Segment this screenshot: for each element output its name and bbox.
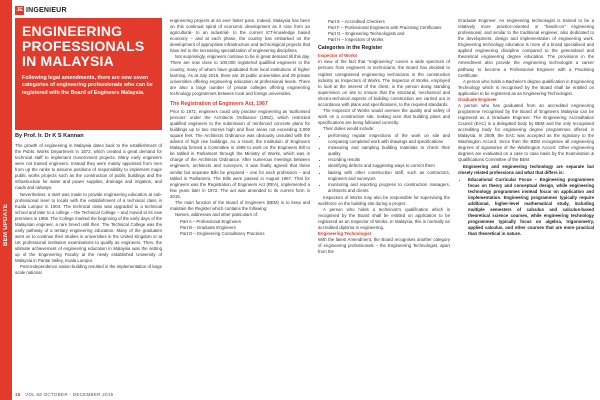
- page-number: 18: [15, 392, 21, 397]
- paragraph: Names, addresses and other particulars of:: [175, 211, 259, 217]
- paragraph: With the latest Amendment, the Board recognises another category of engineering professionals – the Engineering Technologist, apart from the: [318, 237, 450, 255]
- paragraph: The Inspector of Works would oversee the quality and safety of work on a construction site, making sure that building plans and specifications are being followed correctly.: [318, 107, 450, 125]
- list-item: Part E – Accredited Checkers: [328, 19, 385, 24]
- list-item: Part H – Inspectors of Works: [328, 37, 384, 43]
- column-2: [170, 18, 310, 238]
- issue-info: VOL 68 OCTOBER - DECEMBER 2016: [25, 392, 114, 397]
- article-title: ENGINEERING PROFESSIONALS IN MALAYSIA: [22, 23, 145, 69]
- subheading: Inspector of Works: [318, 53, 358, 59]
- column-4: [458, 18, 594, 238]
- list-item: Part D – Engineering Consultancy Practices: [180, 231, 265, 237]
- subheading: Engineering Technologist: [318, 231, 372, 237]
- paragraph: Nevertheless, a start was made to provide engineering education at sub-professional level to locals with the establishment of a technical class in Kuala Lumpur in 1904. The technical class was upgraded to a technical school and later to a college – the Technical College – and moved to its new premises in 1955. The College marked the beginning of the early days of the Malaysian engineer, a rare breed until then. The Technical College was the early pathway of a tertiary engineering education. Many of the graduates went on to continue their studies in universities in the United Kingdom or at UK professional institution examinations to qualify as engineers. Then, the ultimate achievement of engineering education in Malaysia was the setting up of the Engineering Faculty at the newly established University of Malaysia in Pantai Valley, Kuala Lumpur.: [15, 191, 162, 264]
- paragraph: The main function of the Board of Engineers (BEM) is to keep and maintain the Register which contains the following:: [170, 199, 310, 211]
- paragraph: Post-independence nation-building resulted in the implementation of large scale national: [15, 264, 162, 276]
- list-item: • performing regular inspections of the work on site and comparing completed work with drawings and specifications: [328, 133, 450, 145]
- section-label: BEM UPDATE: [3, 203, 9, 247]
- paragraph: A person who holds a Bachelor's degree qualification in Engineering Technology which is recognised by the Board shall be entitled on application to be registered as an Engineering Technologist.: [458, 78, 594, 96]
- paragraph: Their duties would include:: [323, 126, 375, 132]
- subheading: Graduate Engineer: [458, 96, 497, 102]
- section-heading: Categories in the Register: [318, 45, 383, 52]
- paragraph: A person who has graduated from an accredited engineering programme recognised by the Board of Engineers Malaysia can be registered as a Graduate Engineer. The Engineering Accreditation Council (EAC) is a delegated body by BEM and the only recognised accrediting body for engineering degree programmes offered in Malaysia. In 2009, the EAC was accepted as the signatory to the Washington Accord. Since then the BEM recognises all engineering degrees of signatories of the Washington Accord. Other engineering degrees are evaluated on a case to case basis by the Examination & Qualifications Committee of the BEM.: [458, 102, 594, 163]
- title-box: [15, 18, 162, 130]
- paragraph: Inspectors of Works may also be responsible for supervising the workforce on the building site during a project.: [318, 194, 450, 206]
- magazine-header: [15, 4, 67, 16]
- article-lead: Following legal amendments, there are now seven categories of engineering professionals who can be registered with the Board of Engineers Malaysia.: [22, 75, 153, 96]
- list-item: • recording results: [328, 157, 450, 163]
- list-item: Part F – Professional Engineers with Practising Certificates: [328, 25, 442, 31]
- page-footer: [15, 392, 113, 397]
- list-item: • monitoring and reporting progress to construction managers, architects and clients: [328, 182, 450, 194]
- column-1: [15, 143, 162, 276]
- paragraph: Graduate Engineer. An engineering technologist is trained to be a relatively more practice-oriented or "hands-on" engineering professional, and similar to the traditional engineer, also dedicated to the development, design and implementation of engineering work. Engineering technology education is more of a broad specialised and applied engineering discipline compared to the generalised and theoretical engineering degree education. The provisions in the Amendment also provide the engineering technologist a career pathway to become a Professional Engineer with a Practising Certificate.: [458, 18, 594, 78]
- paragraph: Engineering and engineering technology are separate but closely related professions and what that differs is:: [458, 163, 594, 175]
- paragraph: The growth of engineering in Malaysia dates back to the establishment of the Public Works Department in 1872, which created a great demand for technical staff to implement Government projects. Many early engineers were not trained engineers. Instead they were mainly appointed from men from up the ranks to assume positions of responsibility to implement major public works projects such as the construction of public buildings and the infrastructure for water and power supplies, drainage and irrigation, and roads and railways.: [15, 143, 162, 191]
- list-item: • identifying defects and suggesting ways to correct them: [328, 163, 450, 169]
- magazine-title: INGENIEUR: [26, 6, 67, 14]
- article-byline: By Prof. Ir. Dr K S Kannan: [15, 133, 84, 139]
- register-parts-list: [170, 219, 310, 237]
- list-item: • Educational Curricular Focus – Engineering programmes focus on theory and conceptual design, while engineering technology programmes instead focus on application and implementation. Engineering programmes typically require additional, higher-level mathematical study, including multiple semesters of calculus and calculus-based theoretical science courses, while engineering technology programmes typically focus on algebra, trigonometry, applied calculus, and other courses that are more practical than theoretical in nature.: [468, 177, 594, 238]
- list-item: Part G – Engineering Technologists and: [328, 31, 405, 37]
- paragraph: Prior to 1972, engineers could only practise engineering as 'authorised persons' under the Architects Ordinance (1952), which restricted qualified engineers to the submission of reinforced concrete plans for buildings up to two storeys high and floor areas not exceeding 3,000 square feet. The Architects Ordinance was obviously unsuited with the advent of high rise buildings. As a result, the Institution of Engineers Malaysia formed a Committee in 1959 to work on the Engineers Bill to be tabled in Parliament through the Ministry of Works, which was in charge of the Architects Ordinance. After numerous meetings between engineers, architects and surveyors, it was finally agreed that these similar but separate Bills be prepared – one for each profession – and tabled in Parliament. The Bills were passed in August 1967. That for engineers was the Registration of Engineers Act (REA), implemented a few years later in 1972. The act was amended to its current form in 2015.: [170, 108, 310, 199]
- column-3: [318, 18, 450, 255]
- paragraph: A person who holds a technician's qualification which is recognised by the Board shall be entitled on application to be registered as an Inspector of Works. In Malaysia, this is normally an accredited diploma in engineering.: [318, 206, 450, 231]
- list-item: • liaising with other construction staff, such as contractors, engineers and surveyors: [328, 170, 450, 182]
- section-heading: The Registration of Engineers Act, 1967: [170, 100, 268, 107]
- paragraph: engineering projects at an ever faster pace. Indeed, Malaysia has been on this continual spiral of economic development as it rose from an agricultural- to an industrial- to the current ICT-knowledge based economy – and at each phase, the country has embarked on the development of appropriate infrastructure and technological projects that have led to the increasing specialization of engineering disciplines.: [170, 18, 310, 54]
- list-item: Part A – Professional Engineers: [180, 219, 242, 224]
- list-item: Part B – Graduate Engineers: [180, 225, 236, 231]
- differences-list: [458, 177, 594, 238]
- register-parts-list: [318, 19, 450, 43]
- paragraph: Not surprisingly, engineers continue to be in great demand till this day. There are now close to 100,000 registered qualified engineers in the country, many of whom have graduated from local institutions of higher learning. As at July 2016, there are 15 public universities and 29 private universities offering engineering education at professional levels. There are also a large number of private colleges offering engineering technology programmes between local and foreign universities.: [170, 54, 310, 96]
- duties-list: [318, 133, 450, 194]
- paragraph: In view of the fact that "engineering" covers a wide spectrum of persons from engineers to technicians, the Board has decided to register unregistered engineering technicians in the construction industry as Inspectors of Works. The Inspector of Works, employed to look at the interest of the client, is the person doing standing supervision on site to ensure that the structural, mechanical and electro-technical aspects of building construction are carried out in accordance with plans and specifications, to the required standards.: [318, 59, 450, 107]
- list-item: • measuring and sampling building materials to check their quality: [328, 145, 450, 157]
- magazine-logo-icon: JE: [16, 7, 23, 13]
